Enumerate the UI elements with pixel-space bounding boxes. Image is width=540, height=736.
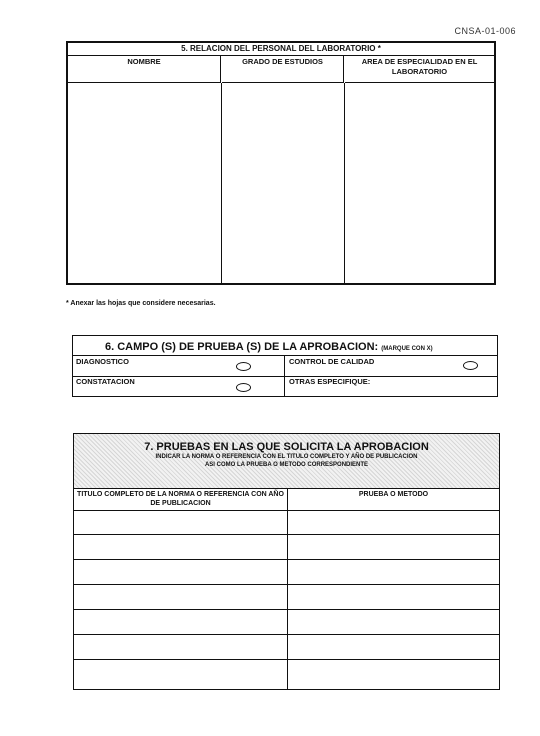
column-header-test-method: PRUEBA O METODO — [358, 491, 429, 498]
checkbox-oval-icon[interactable] — [463, 361, 478, 370]
checkbox-oval-icon[interactable] — [236, 383, 251, 392]
option-diagnostico[interactable] — [73, 356, 285, 376]
name-column-field[interactable] — [68, 83, 222, 283]
personnel-table — [66, 41, 496, 285]
specialty-column-field[interactable] — [345, 83, 494, 283]
column-header-norm-title: TITULO COMPLETO DE LA NORMA O REFERENCIA CON AÑO DE PUBLICACION — [77, 491, 284, 507]
option-constatacion[interactable] — [73, 376, 285, 396]
personnel-table-title: 5. RELACION DEL PERSONAL DEL LABORATORIO * — [68, 43, 494, 56]
tests-table-subtitle: ASI COMO LA PRUEBA O METODO CORRESPONDIENTE — [204, 462, 369, 468]
tests-table-header — [74, 434, 499, 489]
option-label: OTRAS ESPECIFIQUE: — [289, 377, 371, 386]
checkbox-oval-icon[interactable] — [236, 362, 251, 371]
column-header-specialty: AREA DE ESPECIALIDAD EN EL LABORATORIO — [345, 55, 494, 83]
column-divider — [287, 488, 288, 689]
option-row — [73, 356, 497, 377]
option-label: CONSTATACION — [76, 377, 135, 386]
test-field-title — [73, 336, 497, 356]
tests-table-title: 7. PRUEBAS EN LAS QUE SOLICITA LA APROBACION — [144, 441, 429, 453]
form-code: CNSA-01-006 — [454, 26, 516, 36]
option-row — [73, 376, 497, 396]
test-field-section — [72, 335, 498, 397]
education-column-field[interactable] — [222, 83, 345, 283]
tests-table — [73, 433, 500, 690]
column-header-education: GRADO DE ESTUDIOS — [222, 55, 344, 83]
test-field-title-text: 6. CAMPO (S) DE PRUEBA (S) DE LA APROBACION: — [105, 341, 379, 353]
tests-table-subtitle: INDICAR LA NORMA O REFERENCIA CON EL TITULO COMPLETO Y AÑO DE PUBLICACION — [155, 454, 418, 460]
option-otras[interactable] — [286, 376, 497, 396]
option-control-de-calidad[interactable] — [286, 356, 497, 376]
column-header-name: NOMBRE — [68, 55, 221, 83]
footnote: * Anexar las hojas que considere necesarias. — [66, 300, 216, 307]
option-label: DIAGNOSTICO — [76, 357, 129, 366]
test-field-title-note: (MARQUE CON X) — [381, 346, 433, 352]
option-label: CONTROL DE CALIDAD — [289, 357, 375, 366]
